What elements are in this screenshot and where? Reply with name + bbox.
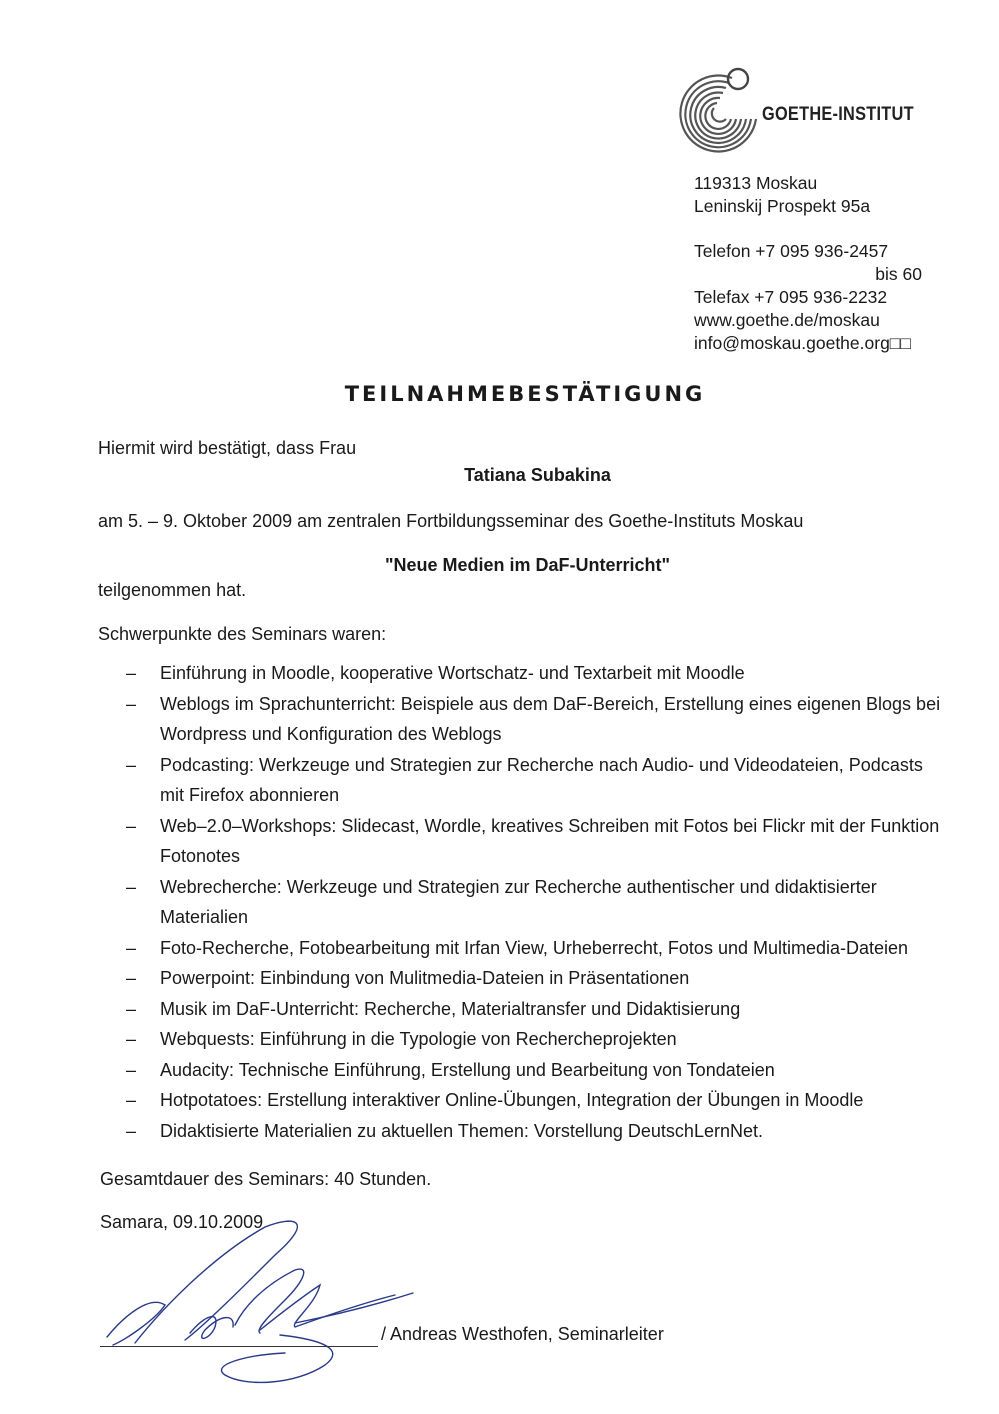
dash-marker: – (126, 693, 137, 714)
seminar-title: "Neue Medien im DaF-Unterricht" (384, 555, 671, 575)
focus-heading: Schwerpunkte des Seminars waren: (98, 624, 387, 644)
list-item: – Einführung in Moodle, kooperative Wortschatz- und Textarbeit mit Moodle (122, 658, 972, 688)
seminar-duration: Gesamtdauer des Seminars: 40 Stunden. (100, 1169, 432, 1189)
list-item: – Audacity: Technische Einführung, Erstellung und Bearbeitung von Tondateien (122, 1055, 972, 1085)
signer-name: / Andreas Westhofen, Seminarleiter (381, 1324, 664, 1344)
dash-marker: – (126, 815, 137, 836)
dash-marker: – (126, 968, 137, 988)
dash-marker: – (126, 1059, 137, 1080)
list-item: – Webrecherche: Werkzeuge und Strategien zur Recherche authentischer und didaktisierter (122, 872, 972, 902)
list-item: – Weblogs im Sprachunterricht: Beispiele aus dem DaF-Bereich, Erstellung eines eigenen Blogs bei (122, 689, 972, 719)
dash-marker: – (126, 998, 137, 1019)
dash-marker: – (126, 937, 137, 958)
list-item: – Foto-Recherche, Fotobearbeitung mit Irfan View, Urheberrecht, Fotos und Multimedia-Dateien (122, 933, 972, 963)
logo-wordmark: GOETHE-INSTITUT (762, 104, 914, 125)
list-item: – Hotpotatoes: Erstellung interaktiver Online-Übungen, Integration der Übungen in Moodle (122, 1085, 972, 1115)
participation-text: teilgenommen hat. (98, 580, 247, 600)
focus-list (122, 658, 972, 1146)
participant-name: Tatiana Subakina (464, 465, 611, 485)
dash-marker: – (126, 876, 137, 897)
dash-marker: – (126, 754, 137, 775)
list-item-continuation: mit Firefox abonnieren (160, 785, 340, 805)
confirmation-intro: Hiermit wird bestätigt, dass Frau (98, 438, 357, 458)
list-item: – Podcasting: Werkzeuge und Strategien zur Recherche nach Audio- und Videodateien, Podcasts (122, 750, 972, 780)
list-item: – Powerpoint: Einbindung von Mulitmedia-Dateien in Präsentationen (122, 963, 972, 993)
address-block (694, 172, 922, 355)
list-item: – Musik im DaF-Unterricht: Recherche, Materialtransfer und Didaktisierung (122, 994, 972, 1024)
seminar-dates: am 5. – 9. Oktober 2009 am zentralen Fortbildungsseminar des Goethe-Instituts Moskau (98, 511, 804, 531)
address-email: info@moskau.goethe.org□□ (694, 333, 911, 353)
list-item-continuation: Wordpress und Konfiguration des Weblogs (160, 724, 502, 744)
address-fax: Telefax +7 095 936-2232 (694, 287, 888, 307)
dash-marker: – (126, 663, 137, 683)
address-phone: Telefon +7 095 936-2457 (694, 241, 889, 261)
place-date: Samara, 09.10.2009 (100, 1212, 264, 1232)
dash-marker: – (126, 1090, 137, 1110)
document-title: TEILNAHMEBESTÄTIGUNG (344, 382, 706, 406)
signature-icon (95, 1215, 435, 1395)
dash-marker: – (126, 1120, 137, 1141)
signature-line (100, 1346, 378, 1347)
address-street: Leninskij Prospekt 95a (694, 196, 871, 216)
list-item: – Web–2.0–Workshops: Slidecast, Wordle, kreatives Schreiben mit Fotos bei Flickr mit der Funktion (122, 811, 972, 841)
address-web: www.goethe.de/moskau (694, 310, 880, 330)
address-phone-ext: bis 60 (875, 264, 922, 284)
address-city: 119313 Moskau (694, 173, 818, 193)
list-item-continuation: Materialien (160, 907, 249, 927)
list-item-continuation: Fotonotes (160, 846, 241, 866)
list-item: – Didaktisierte Materialien zu aktuellen Themen: Vorstellung DeutschLernNet. (122, 1116, 972, 1146)
list-item: – Webquests: Einführung in die Typologie von Rechercheprojekten (122, 1024, 972, 1054)
dash-marker: – (126, 1029, 137, 1049)
